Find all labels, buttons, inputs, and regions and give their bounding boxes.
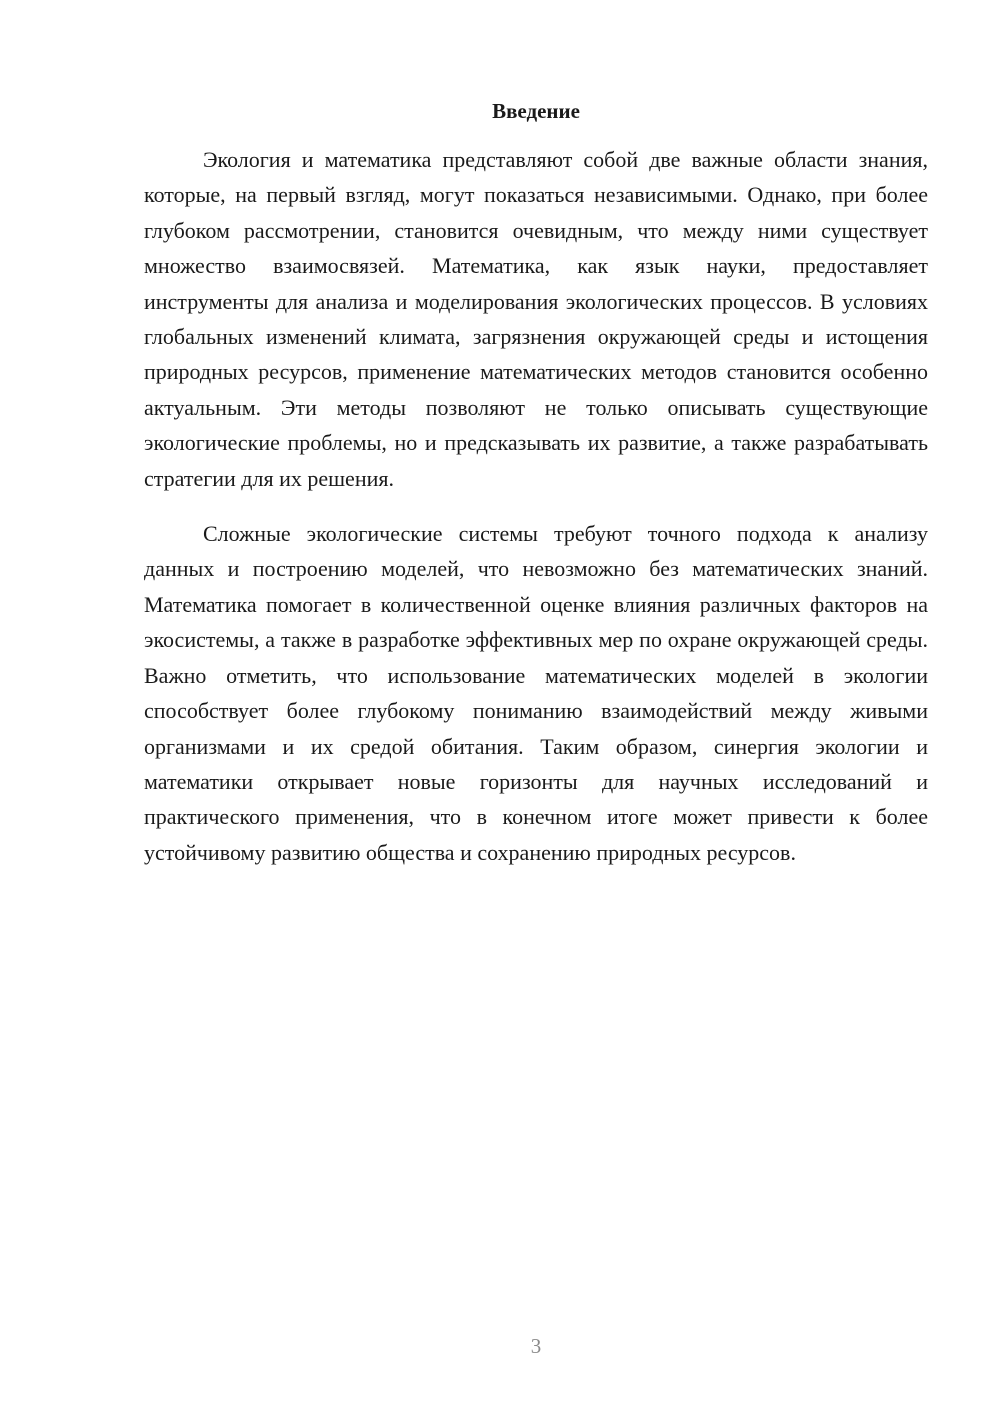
paragraph-2: Сложные экологические системы требуют точного подхода к анализу данных и построению моделей, что невозможно без математических знаний. Математика помогает в количественной оценке влияния различных факторов на экосистемы, а также в разработке эффективных мер по охране окружающей среды. Важно отметить, что использование математических моделей в экологии способствует более глубокому пониманию взаимодействий между живыми организмами и их средой обитания. Таким образом, синергия экологии и математики открывает новые горизонты для научных исследований и практического применения, что в конечном итоге может привести к более устойчивому развитию общества и сохранению природных ресурсов.: [144, 521, 928, 865]
paragraph-1: Экология и математика представляют собой две важные области знания, которые, на первый взгляд, могут показаться независимыми. Однако, при более глубоком рассмотрении, становится очевидным, что между ними существует множество взаимосвязей. Математика, как язык науки, предоставляет инструменты для анализа и моделирования экологических процессов. В условиях глобальных изменений климата, загрязнения окружающей среды и истощения природных ресурсов, применение математических методов становится особенно актуальным. Эти методы позволяют не только описывать существующие экологические проблемы, но и предсказывать их развитие, а также разрабатывать стратегии для их решения.: [144, 147, 928, 491]
page-number: 3: [530, 1334, 542, 1358]
body-text: [144, 142, 928, 870]
section-title: Введение: [492, 99, 580, 123]
